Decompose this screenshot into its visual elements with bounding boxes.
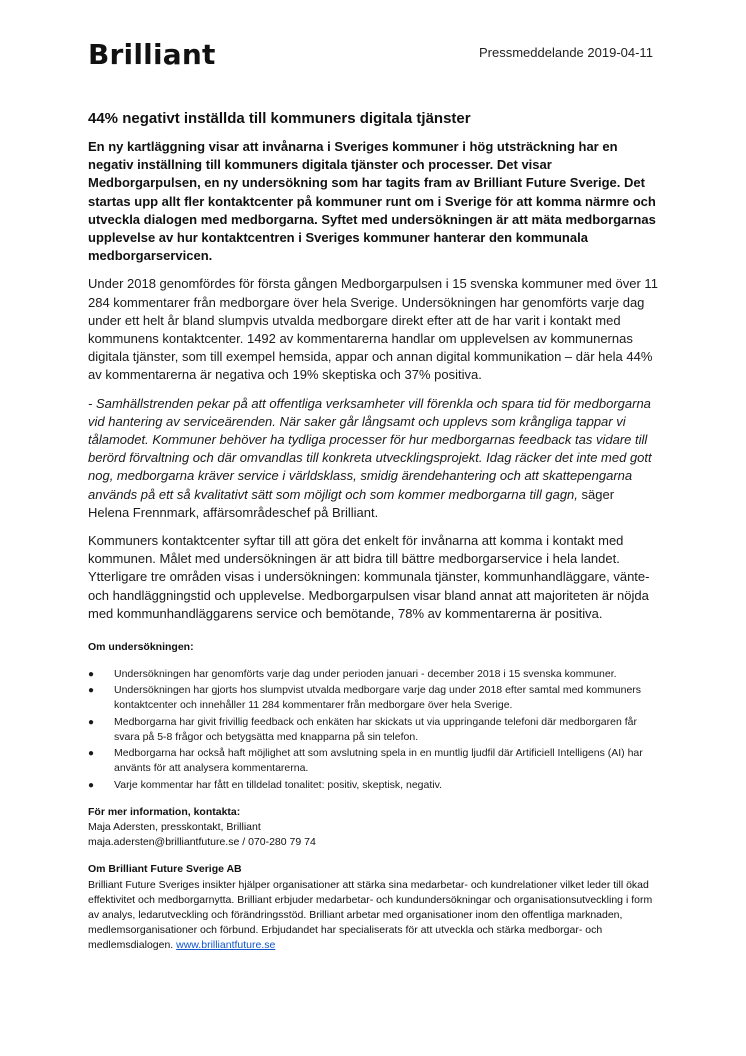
article-body bbox=[88, 138, 658, 954]
bullet-icon: ● bbox=[88, 748, 95, 760]
body-paragraph-1: Under 2018 genomfördes för första gången Medborgarpulsen i 15 svenska kommuner med över 11 284 kommentarer från medborgare över hela Sverige. Undersökningen har genomförts varje dag under ett helt år bland slumpvis utvalda medborgare direkt efter att de har varit i kontakt med kommunens kontaktcenter. 1492 av kommentarerna handlar om upplevelsen av kommunernas digitala tjänster, som till exempel hemsida, appar och annan digital kommunikation – där hela 44% av kommentarerna är negativa och 19% skeptiska och 37% positiva. bbox=[88, 276, 658, 383]
list-item: ● Medborgarna har också haft möjlighet att som avslutning spela in en muntlig ljudfil där Artificiell Intelligens (AI) har använts för att analysera kommentarerna. bbox=[88, 747, 643, 775]
bullet-icon: ● bbox=[88, 669, 95, 681]
list-item: ● Varje kommentar har fått en tilldelad tonalitet: positiv, skeptisk, negativ. bbox=[88, 778, 658, 793]
quote-text: - Samhällstrenden pekar på att offentliga verksamheter vill förenkla och spara tid för medborgarna vid hantering av serviceärenden. När saker går långsamt och upplevs som krångliga tappar vi tålamodet. Kommuner behöver ha tydliga processer för hur medborgarnas feedback tas vidare till berörd förvaltning och där omvandlas till konkreta utvecklingsprojekt. Idag räcker det inte med gott nog, medborgarna kräver service i världsklass, smidig ärendehantering och att skattepengarna används på ett så kvalitativt sätt som möjligt och som kommer medborgarna till gagn, bbox=[88, 395, 652, 502]
about-survey-heading: Om undersökningen: bbox=[88, 641, 194, 654]
about-survey-list bbox=[88, 667, 658, 793]
about-company-text: Brilliant Future Sveriges insikter hjälper organisationer att stärka sina medarbetar- och kundrelationer vilket leder till ökad effektivitet och medborgarnytta. Brilliant erbjuder medarbetar- och kundundersökningar och organisationsutveckling i form av analys, ledarutveckling och förändringsstöd. Brilliant arbetar med organisationer inom den offentliga marknaden, medlemsorganisationer och förbund. Erbjudandet har specialiserats för att utveckla och stärka medborgar- och medlemsdialogen. www.brilliantfuture.se bbox=[88, 878, 653, 952]
bullet-icon: ● bbox=[88, 716, 95, 728]
contact-email-phone: maja.adersten@brilliantfuture.se / 070-280 79 74 bbox=[88, 836, 316, 849]
contact-name: Maja Adersten, presskontakt, Brilliant bbox=[88, 820, 261, 833]
list-item: ● Medborgarna har givit frivillig feedback och enkäten har skickats ut via uppringande telefoni där medborgaren får svara på 5-8 frågor och betygsätta med knapparna på sin telefon. bbox=[88, 715, 637, 743]
bullet-icon: ● bbox=[88, 779, 95, 791]
quote-attribution: säger Helena Frennmark, affärsområdeschef på Brilliant. bbox=[88, 486, 615, 520]
about-company-block bbox=[88, 862, 658, 953]
list-item: ● Undersökningen har genomförts varje dag under perioden januari - december 2018 i 15 svenska kommuner. bbox=[88, 667, 658, 682]
contact-block bbox=[88, 805, 658, 851]
page-title: 44% negativt inställda till kommuners digitala tjänster bbox=[88, 110, 471, 127]
list-item: ● Undersökningen har gjorts hos slumpvist utvalda medborgare varje dag under 2018 efter samtal med kommuners kontaktcenter och innehåller 11 284 kommentarer från medborgare över hela Sverige. bbox=[88, 684, 642, 712]
lead-paragraph: En ny kartläggning visar att invånarna i Sveriges kommuner i hög utsträckning har en negativ inställning till kommuners digitala tjänster och processer. Det visar Medborgarpulsen, en ny undersökning som har tagits fram av Brilliant Future Sverige. Det startas upp allt fler kontaktcenter på kommuner runt om i Sverige för att komma närmre och utveckla dialogen med medborgarna. Syftet med undersökningen är att mäta medborgarnas upplevelse av hur kontaktcentren i Sveriges kommuner hanterar den kommunala medborgarservicen. bbox=[88, 139, 656, 264]
contact-heading: För mer information, kontakta: bbox=[88, 805, 241, 818]
brilliant-logo: Brilliant bbox=[88, 38, 216, 71]
about-company-heading: Om Brilliant Future Sverige AB bbox=[88, 863, 242, 876]
body-paragraph-2: Kommuners kontaktcenter syftar till att göra det enkelt för invånarna att komma i kontakt med kommunen. Målet med undersökningen är att bidra till bättre medborgarservice i hela landet. Ytterligare tre områden visas i undersökningen: kommunala tjänster, kommunhandläggare, vänte- och handläggningstid och upplevelse. Medborgarpulsen visar bland annat att majoriteten är nöjda med kommunhandläggarens service och bemötande, 78% av kommentarerna är positiva. bbox=[88, 533, 650, 621]
quote-paragraph bbox=[88, 395, 658, 522]
bullet-icon: ● bbox=[88, 685, 95, 697]
website-link[interactable]: www.brilliantfuture.se bbox=[176, 939, 276, 952]
press-release-date: Pressmeddelande 2019-04-11 bbox=[479, 45, 653, 60]
